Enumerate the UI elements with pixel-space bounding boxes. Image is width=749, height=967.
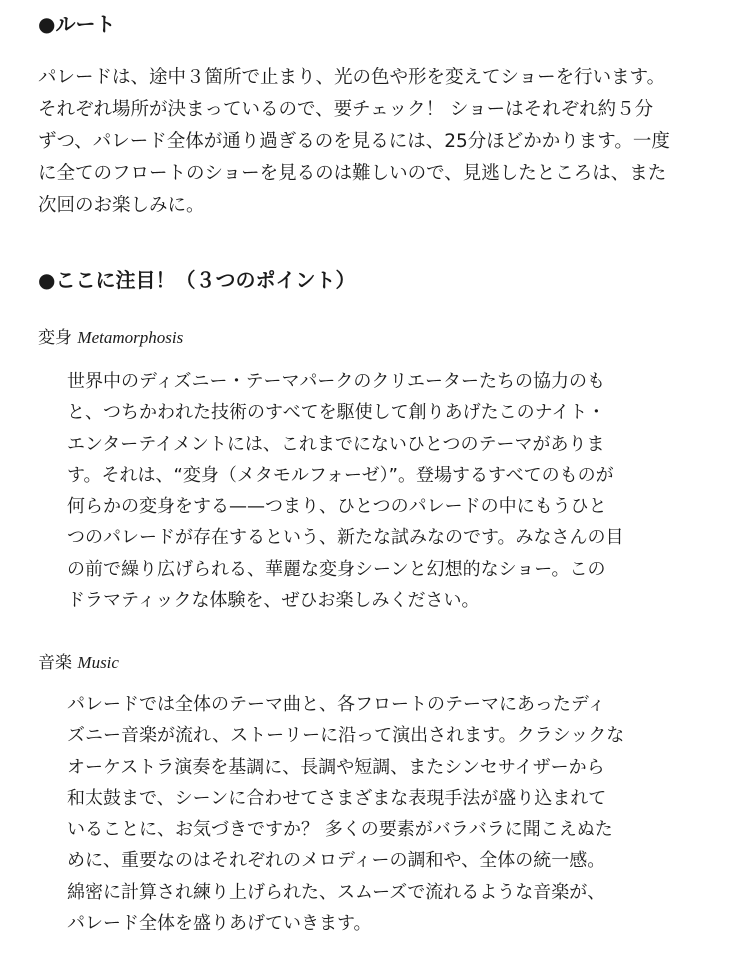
points-heading: ●ここに注目！（３つのポイント） — [38, 268, 356, 292]
music-line: 綿密に計算され練り上げられた、スムーズで流れるような音楽が、 — [67, 881, 606, 903]
transformation-line: ドラマティックな体験を、ぜひお楽しみください。 — [67, 590, 480, 612]
music-line: パレードでは全体のテーマ曲と、各フロートのテーマにあったディ — [67, 694, 606, 715]
music-title-en: Music — [77, 653, 119, 672]
route-line: に全てのフロートのショーを見るのは難しいので、見逃したところは、また — [38, 163, 667, 184]
transformation-line: つのパレードが存在するという、新たな試みなのです。みなさんの目 — [67, 527, 624, 549]
transformation-line: の前で繰り広げられる、華麗な変身シーンと幻想的なショー。この — [67, 558, 606, 580]
transformation-line: と、つちかわれた技術のすべてを駆使して創りあげたこのナイト・ — [67, 402, 606, 424]
transformation-title-jp: 変身 — [38, 328, 72, 348]
route-paragraph — [38, 62, 728, 222]
transformation-line: 世界中のディズニー・テーマパークのクリエーターたちの協力のも — [67, 371, 606, 392]
route-line: それぞれ場所が決まっているので、要チェック！ ショーはそれぞれ約５分 — [38, 99, 654, 120]
music-paragraph — [67, 689, 727, 939]
route-line: 次回のお楽しみに。 — [38, 195, 205, 216]
transformation-paragraph — [67, 366, 727, 616]
route-heading: ●ルート — [38, 12, 116, 36]
music-line: 和太鼓まで、シーンに合わせてさまざまな表現手法が盛り込まれて — [67, 787, 607, 809]
music-line: ズニー音楽が流れ、ストーリーに沿って演出されます。クラシックな — [67, 725, 625, 747]
transformation-title — [38, 326, 183, 350]
music-line: いることに、お気づきですか？ 多くの要素がバラバラに聞こえぬた — [67, 819, 613, 841]
transformation-line: 何らかの変身をする——つまり、ひとつのパレードの中にもうひと — [67, 496, 607, 518]
music-title — [38, 651, 119, 675]
transformation-title-en: Metamorphosis — [77, 328, 184, 347]
route-line: ずつ、パレード全体が通り過ぎるのを見るには、25分ほどかかります。一度 — [38, 131, 670, 152]
music-line: パレード全体を盛りあげていきます。 — [67, 913, 372, 935]
music-line: オーケストラ演奏を基調に、長調や短調、またシンセサイザーから — [67, 756, 605, 778]
transformation-line: す。それは、“変身（メタモルフォーゼ）”。登場するすべてのものが — [67, 464, 614, 486]
route-line: パレードは、途中３箇所で止まり、光の色や形を変えてショーを行います。 — [38, 67, 666, 88]
transformation-line: エンターテイメントには、これまでにないひとつのテーマがありま — [67, 433, 605, 455]
music-title-jp: 音楽 — [38, 653, 72, 673]
music-line: めに、重要なのはそれぞれのメロディーの調和や、全体の統一感。 — [67, 850, 606, 872]
